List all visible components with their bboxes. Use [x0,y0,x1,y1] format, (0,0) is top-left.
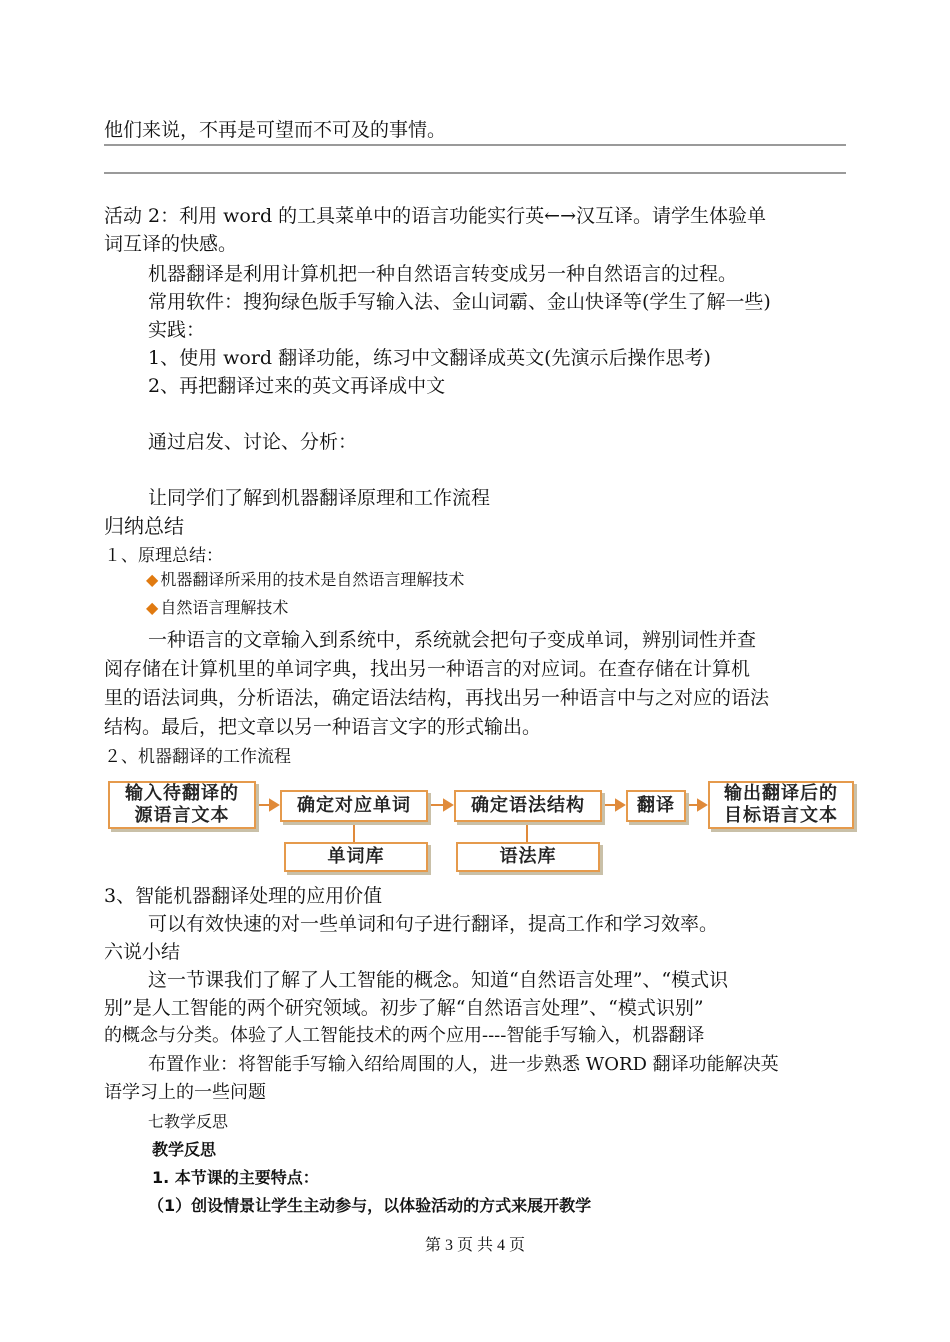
arrow-3-head [616,800,624,810]
workflow-title: ２、机器翻译的工作流程 [104,747,291,767]
section6-line2: 别”是人工智能的两个研究领域。初步了解“自然语言处理”、“模式识别” [104,997,704,1019]
lib-word-label: 单词库 [327,846,385,867]
homework-line2: 语学习上的一些问题 [104,1082,266,1103]
box-translate [626,790,686,822]
inspire-line: 通过启发、讨论、分析： [148,431,358,453]
value-title: 3、智能机器翻译处理的应用价值 [104,885,383,907]
activity2-line1: 活动 2：利用 word 的工具菜单中的语言功能实行英←→汉互译。请学生体验单 [104,205,766,227]
section6-line1: 这一节课我们了解了人工智能的概念。知道“自然语言处理”、“模式识 [148,969,729,991]
practice-title: 实践： [148,319,206,341]
reflection-sub2: （1）创设情景让学生主动参与，以体验活动的方式来展开教学 [148,1196,592,1215]
arrow-1-head [270,800,278,810]
step-grammar-label: 确定语法结构 [471,795,585,816]
summary-heading: 归纳总结 [104,514,184,538]
activity2-line2: 词互译的快感。 [104,233,238,255]
section6-line3: 的概念与分类。体验了人工智能技术的两个应用----智能手写输入，机器翻译 [104,1025,705,1046]
box-output-target-text [708,781,854,829]
principle-para-line3: 里的语法词典，分析语法，确定语法结构，再找出另一种语言中与之对应的语法 [104,687,770,709]
section6-title: 六说小结 [104,941,181,963]
bullet2-text: 自然语言理解技术 [160,598,289,617]
value-text: 可以有效快速的对一些单词和句子进行翻译，提高工作和学习效率。 [148,913,719,935]
top-line: 他们来说，不再是可望而不可及的事情。 [104,119,447,141]
diamond-bullet-icon: ◆ [146,570,159,589]
output-line1: 输出翻译后的 [724,783,838,804]
box-word-library [284,842,428,872]
reflection-heading: 教学反思 [152,1140,217,1159]
box-determine-words [280,790,428,822]
homework-line1: 布置作业：将智能手写输入绍给周围的人，进一步熟悉 WORD 翻译功能解决英 [148,1054,779,1075]
box-determine-grammar [454,790,602,822]
lib-grammar-label: 语法库 [499,846,557,867]
box-grammar-library [456,842,600,872]
practice-step1: 1、使用 word 翻译功能，练习中文翻译成英文(先演示后操作思考) [148,347,711,369]
software: 常用软件：搜狗绿色版手写输入法、金山词霸、金山快译等(学生了解一些) [148,291,771,313]
bullet1-text: 机器翻译所采用的技术是自然语言理解技术 [160,570,465,589]
page-footer: 第 3 页 共 4 页 [424,1237,525,1254]
section7-title: 七教学反思 [148,1112,229,1131]
input-line1: 输入待翻译的 [125,783,239,804]
definition: 机器翻译是利用计算机把一种自然语言转变成另一种自然语言的过程。 [148,263,738,285]
principle-para-line4: 结构。最后，把文章以另一种语言文字的形式输出。 [104,716,542,738]
principle-para-line1: 一种语言的文章输入到系统中，系统就会把句子变成单词，辨别词性并查 [148,629,757,651]
arrow-4-head [698,800,706,810]
diamond-bullet-icon: ◆ [146,598,159,617]
principle-para-line2: 阅存储在计算机里的单词字典，找出另一种语言的对应词。在查存储在计算机 [104,658,751,680]
step-translate-label: 翻译 [637,795,675,816]
practice-step2: 2、再把翻译过来的英文再译成中文 [148,375,446,397]
step-word-label: 确定对应单词 [297,795,411,816]
box-input-source-text [108,781,256,829]
principle-title: １、原理总结： [104,546,223,566]
output-line2: 目标语言文本 [724,805,838,826]
understand-line: 让同学们了解到机器翻译原理和工作流程 [148,487,491,509]
reflection-sub1: 1. 本节课的主要特点： [152,1168,319,1187]
arrow-2-head [444,800,452,810]
input-line2: 源语言文本 [134,805,230,826]
